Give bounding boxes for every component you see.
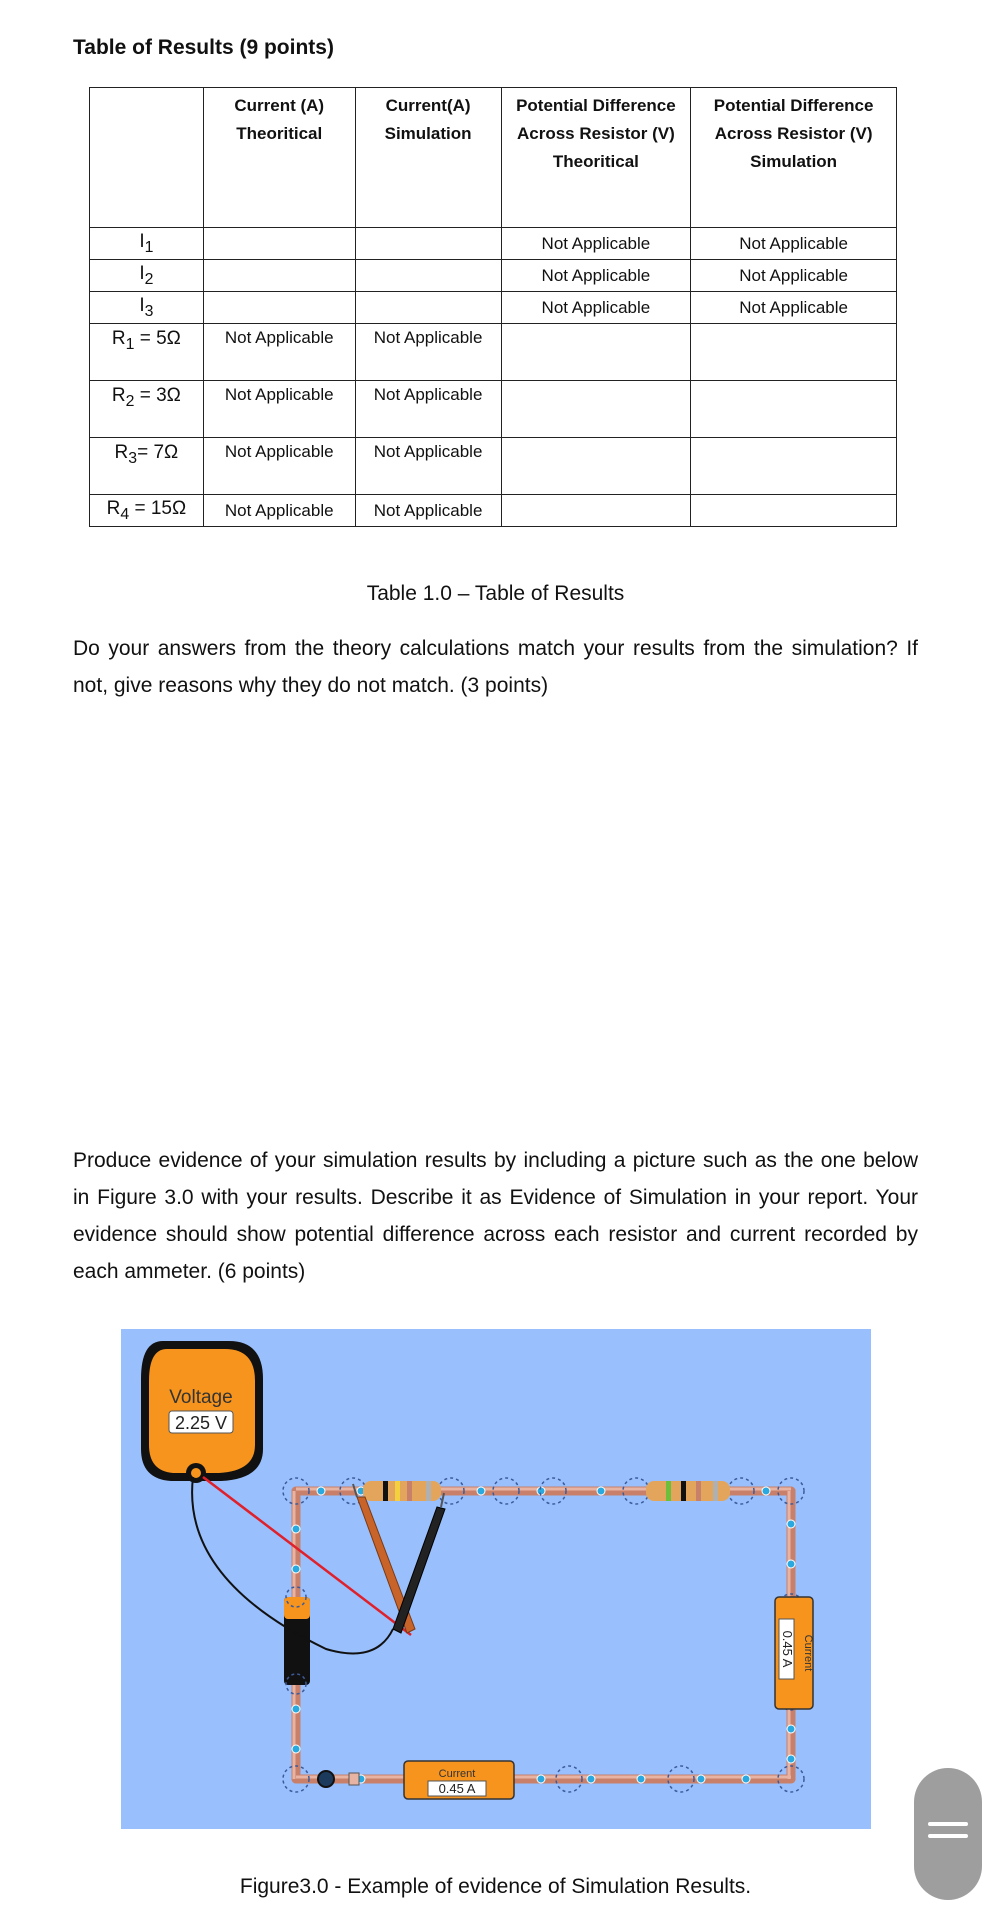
table-cell bbox=[501, 495, 691, 527]
header-empty-cell bbox=[90, 88, 204, 228]
table-caption: Table 1.0 – Table of Results bbox=[366, 582, 625, 605]
row-label: $R_4 = 15\Omega$ bbox=[90, 495, 204, 527]
table-cell: Not Applicable bbox=[691, 292, 897, 324]
ammeter-bottom-label: Current bbox=[438, 1768, 476, 1780]
table-row bbox=[90, 438, 897, 495]
table-cell bbox=[691, 438, 897, 495]
table-cell: Not Applicable bbox=[355, 381, 501, 438]
header-pd-simulation: Potential Difference Across Resistor (V) Simulation bbox=[691, 88, 897, 228]
table-cell: Not Applicable bbox=[355, 495, 501, 527]
results-table bbox=[89, 87, 897, 527]
resistor-top-right bbox=[646, 1481, 730, 1501]
electrons bbox=[292, 1487, 795, 1783]
table-cell: Not Applicable bbox=[203, 324, 355, 381]
table-cell bbox=[355, 292, 501, 324]
table-cell: Not Applicable bbox=[203, 381, 355, 438]
table-cell: Not Applicable bbox=[203, 438, 355, 495]
table-cell bbox=[691, 381, 897, 438]
row-label: $R_1 = 5\Omega$ bbox=[90, 324, 204, 381]
table-cell: Not Applicable bbox=[203, 495, 355, 527]
battery bbox=[284, 1587, 310, 1694]
scroll-handle-grip-bottom bbox=[928, 1834, 968, 1838]
table-cell bbox=[501, 324, 691, 381]
section-title: Table of Results (9 points) bbox=[73, 36, 334, 59]
table-cell: Not Applicable bbox=[501, 292, 691, 324]
table-cell: Not Applicable bbox=[501, 228, 691, 260]
voltmeter-label: Voltage bbox=[169, 1387, 233, 1408]
header-current-simulation: Current(A) Simulation bbox=[355, 88, 501, 228]
row-label: $R_3= 7\Omega$ bbox=[90, 438, 204, 495]
ammeter-bottom-value: 0.45 A bbox=[438, 1781, 476, 1796]
question-match-results: Do your answers from the theory calculations match your results from the simulation? If not, give reasons why they do not match. (3 points) bbox=[73, 637, 918, 697]
table-row bbox=[90, 292, 897, 324]
header-pd-theoretical: Potential Difference Across Resistor (V) Theoritical bbox=[501, 88, 691, 228]
table-row bbox=[90, 324, 897, 381]
resistor-top-left bbox=[363, 1481, 441, 1501]
table-cell bbox=[203, 260, 355, 292]
table-cell bbox=[203, 228, 355, 260]
table-header-row bbox=[90, 88, 897, 228]
table-cell bbox=[355, 228, 501, 260]
junction-rings bbox=[283, 1478, 804, 1792]
circuit-wires-highlight bbox=[294, 1489, 791, 1779]
table-cell bbox=[691, 324, 897, 381]
figure-caption: Figure3.0 - Example of evidence of Simulation Results. bbox=[239, 1875, 752, 1898]
table-cell bbox=[355, 260, 501, 292]
row-label: $R_2 = 3\Omega$ bbox=[90, 381, 204, 438]
table-cell bbox=[501, 438, 691, 495]
table-row bbox=[90, 495, 897, 527]
voltmeter-value: 2.25 V bbox=[174, 1413, 228, 1433]
header-current-theoretical: Current (A) Theoritical bbox=[203, 88, 355, 228]
table-cell: Not Applicable bbox=[501, 260, 691, 292]
voltmeter bbox=[141, 1341, 263, 1483]
question-evidence: Produce evidence of your simulation results by including a picture such as the one below in Figure 3.0 with your results. Describe it as Evidence of Simulation in your report. Your evidence should show potential difference across each resistor and current recorded by each ammeter. (6 points) bbox=[73, 1149, 918, 1283]
scroll-handle[interactable] bbox=[914, 1768, 982, 1900]
table-cell: Not Applicable bbox=[691, 260, 897, 292]
row-label: $I_1$ bbox=[90, 228, 204, 260]
scroll-handle-grip-top bbox=[928, 1822, 968, 1826]
simulation-figure bbox=[121, 1329, 871, 1829]
table-row bbox=[90, 260, 897, 292]
table-cell: Not Applicable bbox=[691, 228, 897, 260]
ammeter-right-label: Current bbox=[802, 1634, 814, 1672]
black-probe[interactable] bbox=[393, 1493, 445, 1633]
table-row bbox=[90, 228, 897, 260]
ammeter-right-value: 0.45 A bbox=[780, 1630, 795, 1668]
table-cell: Not Applicable bbox=[355, 438, 501, 495]
table-cell bbox=[203, 292, 355, 324]
table-cell bbox=[501, 381, 691, 438]
table-cell bbox=[691, 495, 897, 527]
row-label: $I_2$ bbox=[90, 260, 204, 292]
table-row bbox=[90, 381, 897, 438]
row-label: $I_3$ bbox=[90, 292, 204, 324]
table-cell: Not Applicable bbox=[355, 324, 501, 381]
